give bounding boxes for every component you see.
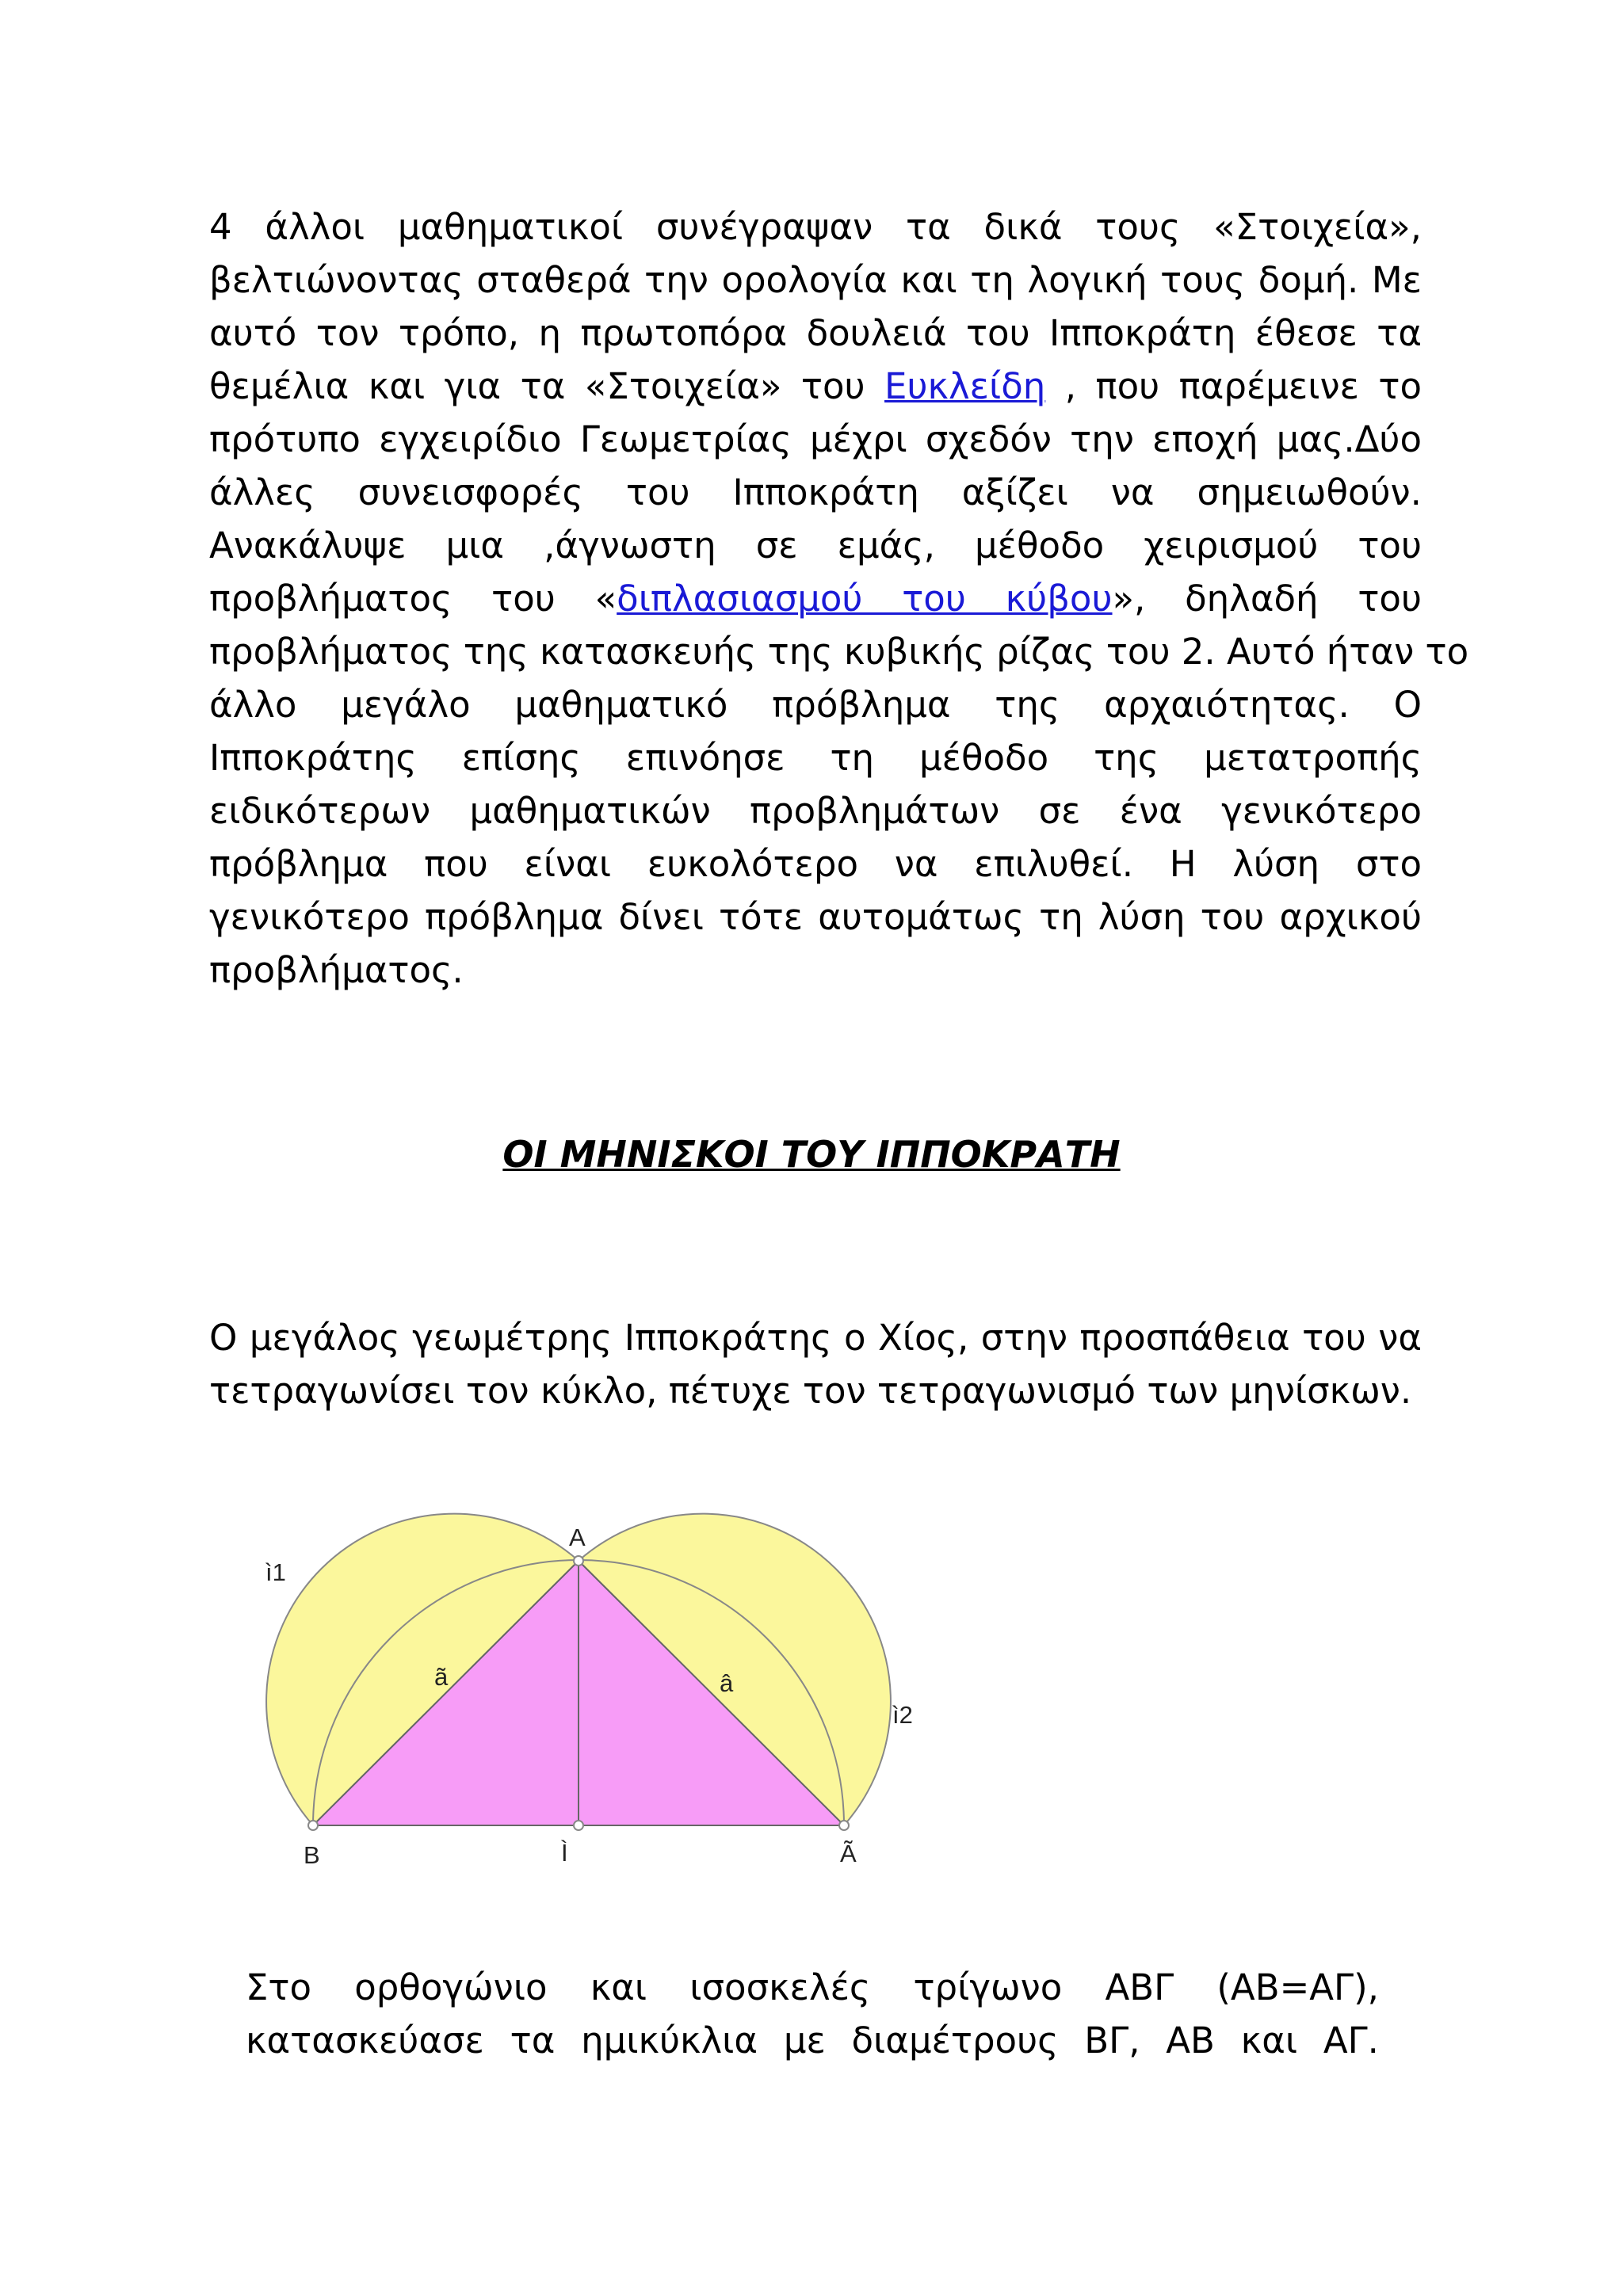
label-m: Ì [561, 1839, 568, 1867]
paragraph-line: άλλες συνεισφορές του Ιπποκράτη αξίζει να σημειωθούν. [209, 471, 1422, 513]
section-heading: ΟΙ ΜΗΝΙΣΚΟΙ ΤΟΥ ΙΠΠΟΚΡΑΤΗ [502, 1133, 1121, 1176]
point-a [574, 1556, 583, 1566]
paragraph-2 [209, 1312, 1422, 1423]
doubling-cube-link[interactable]: διπλασιασμού του κύβου [617, 578, 1113, 620]
line-text: », δηλαδή του [1112, 578, 1422, 620]
line-text: , που παρέμεινε το [1045, 365, 1423, 407]
label-side-b: ã [434, 1663, 449, 1691]
label-lune2: ì2 [892, 1701, 913, 1729]
point-m [574, 1821, 583, 1830]
paragraph-line: Ο μεγάλος γεωμέτρης Ιπποκράτης ο Χίος, στην προσπάθεια του να [209, 1317, 1422, 1359]
label-b: B [304, 1841, 320, 1869]
paragraph-3 [246, 1962, 1379, 2073]
paragraph-line: γενικότερο πρόβλημα δίνει τότε αυτομάτως τη λύση του αρχικού [209, 896, 1422, 938]
lunes-figure [230, 1501, 943, 1882]
point-g [839, 1821, 849, 1830]
paragraph-1 [209, 201, 1469, 994]
euclid-link[interactable]: Ευκλείδη [884, 365, 1046, 407]
paragraph-line: προβλήματος της κατασκευής της κυβικής ρίζας του 2. Αυτό ήταν το [209, 631, 1469, 673]
paragraph-line: 4 άλλοι μαθηματικοί συνέγραψαν τα δικά τους «Στοιχεία», [209, 206, 1422, 248]
paragraph-line [209, 573, 1422, 625]
paragraph-line: βελτιώνοντας σταθερά την ορολογία και τη λογική τους δομή. Με [209, 259, 1422, 301]
paragraph-line: ειδικότερων μαθηματικών προβλημάτων σε ένα γενικότερο [209, 790, 1422, 832]
point-b [308, 1821, 318, 1830]
paragraph-line: αυτό τον τρόπο, η πρωτοπόρα δουλειά του Ιπποκράτη έθεσε τα [209, 312, 1422, 354]
label-lune1: ì1 [265, 1558, 286, 1586]
paragraph-line: πρότυπο εγχειρίδιο Γεωμετρίας μέχρι σχεδόν την εποχή μας.Δύο [209, 418, 1422, 460]
paragraph-line: πρόβλημα που είναι ευκολότερο να επιλυθεί. Η λύση στο [209, 843, 1422, 885]
label-a: A [569, 1524, 586, 1551]
label-g: Ã [840, 1840, 857, 1867]
paragraph-line: Στο ορθογώνιο και ισοσκελές τρίγωνο ΑΒΓ (ΑΒ=ΑΓ), [246, 1966, 1379, 2008]
line-text: θεμέλια και για τα «Στοιχεία» του [209, 365, 885, 407]
line-text: προβλήματος του « [209, 578, 617, 620]
label-side-c: â [720, 1669, 734, 1697]
paragraph-line: προβλήματος. [209, 949, 464, 991]
paragraph-line: Ιπποκράτης επίσης επινόησε τη μέθοδο της μετατροπής [209, 737, 1422, 779]
paragraph-line: κατασκεύασε τα ημικύκλια με διαμέτρους ΒΓ, ΑΒ και ΑΓ. [246, 2019, 1379, 2061]
paragraph-line: άλλο μεγάλο μαθηματικό πρόβλημα της αρχαιότητας. Ο [209, 684, 1422, 726]
paragraph-line: Ανακάλυψε μια ,άγνωστη σε εμάς, μέθοδο χειρισμού του [209, 524, 1422, 566]
paragraph-line [209, 360, 1422, 413]
paragraph-line: τετραγωνίσει τον κύκλο, πέτυχε τον τετραγωνισμό των μηνίσκων. [209, 1370, 1412, 1412]
